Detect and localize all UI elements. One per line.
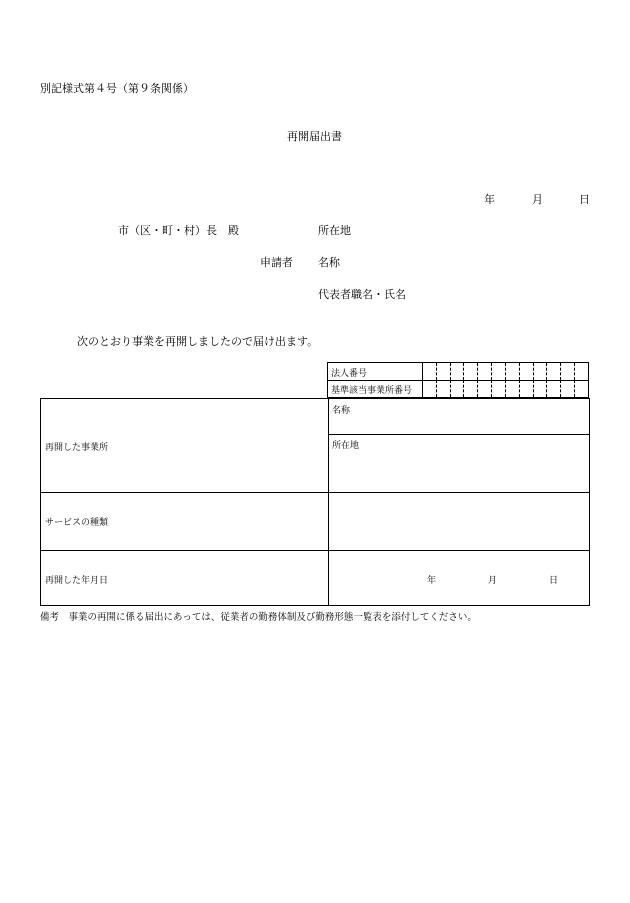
digit-cell[interactable]	[450, 380, 464, 397]
resume-date-label: 再開した年月日	[45, 576, 109, 586]
resume-date-year: 年	[427, 576, 437, 586]
main-table	[40, 398, 590, 606]
row-divider	[41, 550, 589, 551]
digit-cell[interactable]	[463, 380, 477, 397]
facility-address-cell[interactable]	[329, 435, 589, 491]
corp-number-cells[interactable]	[422, 363, 588, 380]
corp-number-label: 法人番号	[331, 369, 368, 379]
digit-cell[interactable]	[463, 363, 477, 380]
facility-name-label: 名称	[332, 406, 351, 416]
service-label: サービスの種類	[45, 518, 109, 528]
digit-cell[interactable]	[505, 363, 519, 380]
digit-cell[interactable]	[477, 363, 491, 380]
facility-address-label: 所在地	[332, 441, 360, 451]
digit-cell[interactable]	[546, 380, 560, 397]
date-day: 日	[579, 193, 590, 206]
remarks: 備考 事業の再開に係る届出にあっては、従業者の勤務体制及び勤務形態一覧表を添付してください。	[40, 612, 477, 623]
resume-date-day: 日	[549, 576, 559, 586]
digit-cell[interactable]	[491, 380, 505, 397]
digit-cell[interactable]	[533, 363, 547, 380]
digit-cell[interactable]	[519, 363, 533, 380]
date-year: 年	[484, 193, 495, 206]
applicant-name-label: 名称	[318, 256, 340, 269]
applicant-label: 申請者	[260, 256, 293, 269]
digit-cell[interactable]	[533, 380, 547, 397]
digit-cell[interactable]	[422, 380, 436, 397]
form-id: 別記様式第４号（第９条関係）	[40, 82, 194, 95]
digit-cell[interactable]	[436, 380, 450, 397]
addressee: 市（区・町・村）長 殿	[118, 224, 239, 237]
digit-cell[interactable]	[574, 380, 588, 397]
digit-cell[interactable]	[560, 380, 574, 397]
applicant-rep-label: 代表者職名・氏名	[318, 288, 406, 301]
digit-cell[interactable]	[574, 363, 588, 380]
digit-cell[interactable]	[422, 363, 436, 380]
document-title: 再開届出書	[287, 130, 342, 143]
date-month: 月	[532, 193, 543, 206]
digit-cell[interactable]	[491, 363, 505, 380]
digit-cell[interactable]	[477, 380, 491, 397]
number-grid	[327, 362, 589, 398]
statement: 次のとおり事業を再開しましたので届け出ます。	[77, 335, 319, 348]
digit-cell[interactable]	[505, 380, 519, 397]
digit-cell[interactable]	[560, 363, 574, 380]
digit-cell[interactable]	[450, 363, 464, 380]
digit-cell[interactable]	[546, 363, 560, 380]
applicant-address-label: 所在地	[318, 224, 351, 237]
facility-number-label: 基準該当事業所番号	[331, 386, 413, 396]
facility-number-row	[328, 380, 588, 397]
resume-date-month: 月	[488, 576, 498, 586]
digit-cell[interactable]	[519, 380, 533, 397]
digit-cell[interactable]	[436, 363, 450, 380]
facility-label: 再開した事業所	[45, 443, 109, 453]
service-cell[interactable]	[329, 493, 589, 549]
corp-number-row	[328, 363, 588, 381]
facility-number-cells[interactable]	[422, 380, 588, 397]
